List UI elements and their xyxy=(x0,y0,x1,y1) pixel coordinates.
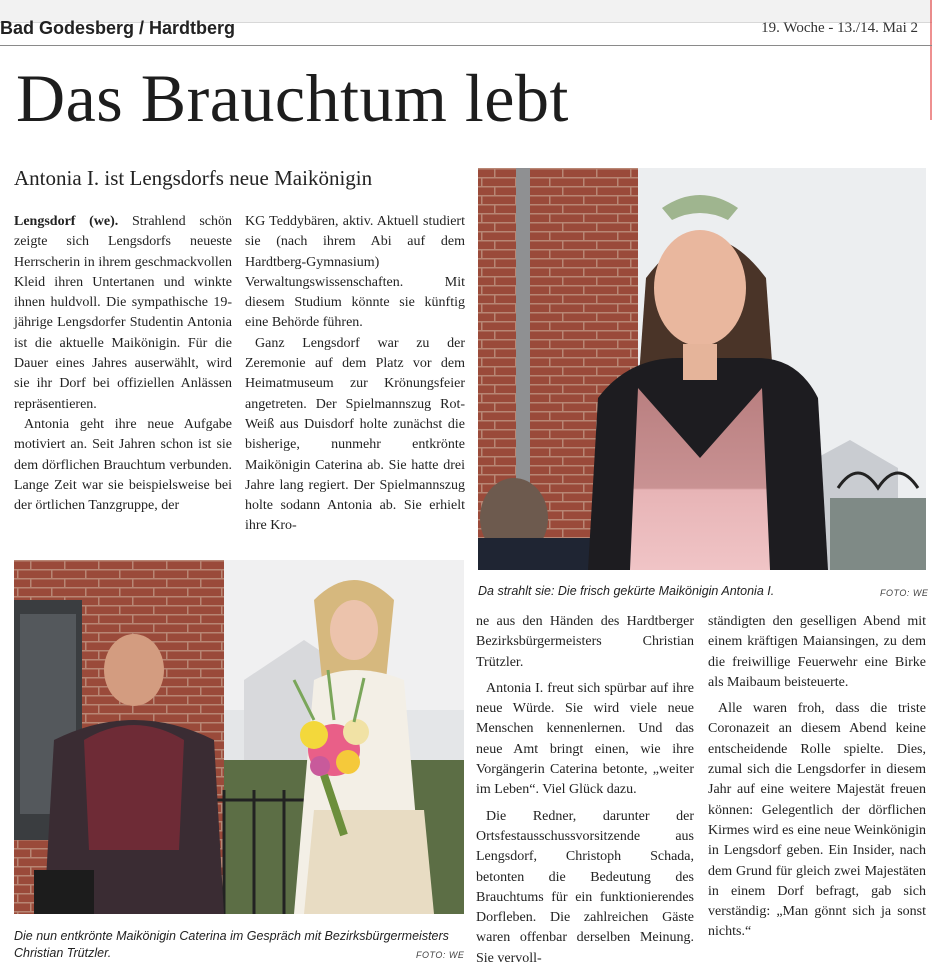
col4-para2: Alle waren froh, dass die triste Coronazeit an diesem Abend keine entscheidende Rolle spielte. Dies, zumal sich die Lengsdorfer in diesem Jahr auf eine weitere Majestät freuen können: Gelegentlich der dörflichen Kirmes wird es eine neue Weinkönigin in Lengsdorf geben. Ein Insider, nach dem Grund für gleich zwei Majestäten in einem Dorf befragt, gab sich verständig: „Man gönnt sich ja sonst nichts.“ xyxy=(708,701,926,940)
photo-caterina-truetzler xyxy=(14,560,464,914)
photo-maikoenigin-antonia xyxy=(478,168,926,570)
issue-date: 19. Woche - 13./14. Mai 2 xyxy=(761,20,918,36)
article-column-1 xyxy=(14,212,232,516)
col1-para1: Strahlend schön zeigte sich Lengsdorfs neueste Herrscherin in ihrem geschmackvollen Kleid ihren Untertanen und winkte ihnen huldvoll. Die sympathische 19-jährige Lengsdorfer Studentin Antonia ist die aktuelle Maikönigin. Für die Dauer eines Jahres auserwählt, wird sie ihr Dorf bei offiziellen Anlässen repräsentieren. xyxy=(14,214,232,412)
top-photo-credit: FOTO: WE xyxy=(880,588,929,598)
article-column-4 xyxy=(708,612,926,943)
col3-para3: Die Redner, darunter der Ortsfestausschussvorsitzende aus Lengsdorf, Christoph Schada, betonten die Bedeutung des Brauchtums für ein funktionierendes Dorfleben. Die zahlreichen Gäste waren offenbar derselben Meinung. Sie vervoll- xyxy=(476,808,694,966)
header-rule xyxy=(0,45,932,46)
top-photo-caption: Da strahlt sie: Die frisch gekürte Maikönigin Antonia I. xyxy=(478,584,775,598)
department-label: Bad Godesberg / Hardtberg xyxy=(0,18,236,38)
article-column-2 xyxy=(245,212,465,537)
col2-para2: Ganz Lengsdorf war zu der Zeremonie auf dem Platz vor dem Heimatmuseum zur Krönungsfeier angetreten. Der Spielmannszug Rot-Weiß aus Duisdorf holte zunächst die bisherige, nunmehr entkrönte Maikönigin Caterina ab. Sie hatte drei Jahre lang regiert. Der Spielmannszug holte sodann Antonia ab. Sie erhielt ihre Kro- xyxy=(245,335,465,534)
dateline: Lengsdorf (we). xyxy=(14,214,119,229)
col3-para1: ne aus den Händen des Hardtberger Bezirksbürgermeisters Christian Trützler. xyxy=(476,614,694,670)
subheadline: Antonia I. ist Lengsdorfs neue Maikönigin xyxy=(14,166,373,190)
article-column-3 xyxy=(476,612,694,969)
col3-para2: Antonia I. freut sich spürbar auf ihre neue Würde. Sie wird viele neue Menschen kennenlernen. Und das neue Amt bringt einen, wie ihre Vorgängerin Caterina betonte, „weiter im Leben“. Viel Glück dazu. xyxy=(476,680,694,798)
col2-para1: KG Teddybären, aktiv. Aktuell studiert sie (nach ihrem Abi auf dem Hardtberg-Gymnasium) Verwaltungswissenschaften. Mit diesem Studium könnte sie künftig eine Behörde führen. xyxy=(245,214,465,331)
col1-para2: Antonia geht ihre neue Aufgabe motiviert an. Seit Jahren schon ist sie dem dörflichen Brauchtum verbunden. Lange Zeit war sie beispielsweise bei der örtlichen Tanzgruppe, der xyxy=(14,416,232,514)
bottom-photo-credit: FOTO: WE xyxy=(416,950,465,960)
bottom-photo-caption: Die nun entkrönte Maikönigin Caterina im Gespräch mit Bezirksbürgermeisters Christian Trützler. xyxy=(14,929,449,960)
col4-para1: ständigten den geselligen Abend mit einem kräftigen Maiansingen, zu dem die freiwillige Feuerwehr eine Birke als Maibaum beisteuerte. xyxy=(708,614,926,690)
photo-caterina-image xyxy=(14,560,464,914)
photo-antonia-image xyxy=(478,168,926,570)
headline: Das Brauchtum lebt xyxy=(16,60,569,136)
